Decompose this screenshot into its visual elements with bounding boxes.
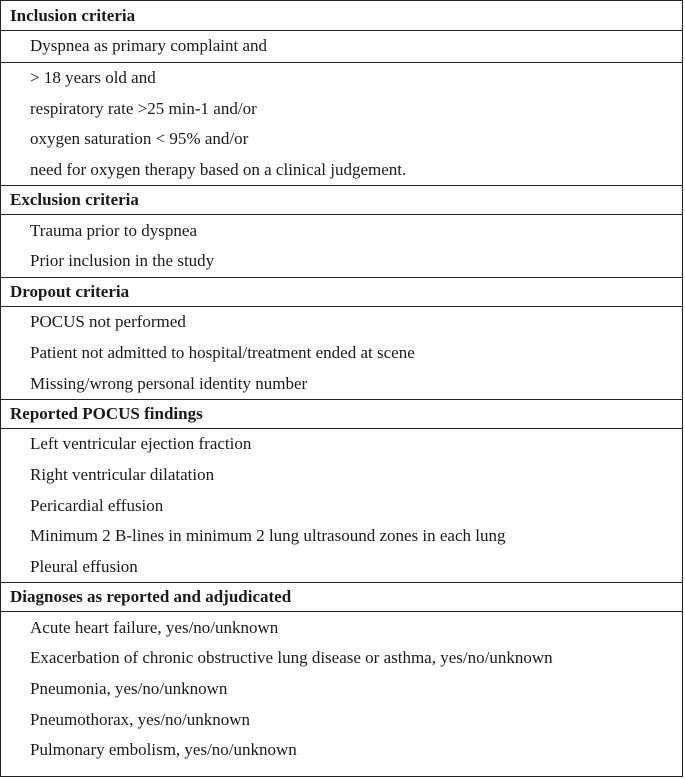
- table-row: Dyspnea as primary complaint and: [30, 36, 267, 56]
- exclusion-group: [1, 215, 682, 276]
- table-row: respiratory rate >25 min-1 and/or: [30, 98, 257, 118]
- table-row: Prior inclusion in the study: [30, 251, 215, 271]
- table-row: > 18 years old and: [30, 68, 156, 88]
- table-row: Pleural effusion: [30, 556, 138, 576]
- diagnoses-group: [1, 612, 682, 765]
- table-row: oxygen saturation < 95% and/or: [30, 129, 249, 149]
- table-row: POCUS not performed: [30, 312, 186, 332]
- inclusion-group-1: [1, 31, 682, 63]
- table-row: Left ventricular ejection fraction: [30, 434, 252, 454]
- table-row: Pneumonia, yes/no/unknown: [30, 679, 228, 699]
- table-row: Missing/wrong personal identity number: [30, 373, 308, 393]
- section-header-dropout: Dropout criteria: [1, 277, 682, 307]
- table-row: need for oxygen therapy based on a clinical judgement.: [30, 160, 407, 180]
- table-row: Trauma prior to dyspnea: [30, 220, 197, 240]
- inclusion-group-2: [1, 63, 682, 186]
- table-row: Patient not admitted to hospital/treatment ended at scene: [30, 342, 415, 362]
- table-row: Exacerbation of chronic obstructive lung disease or asthma, yes/no/unknown: [30, 648, 553, 668]
- section-header-inclusion: Inclusion criteria: [1, 1, 682, 31]
- table-row: Pericardial effusion: [30, 495, 164, 515]
- section-header-diagnoses: Diagnoses as reported and adjudicated: [1, 582, 682, 612]
- table-row: Pneumothorax, yes/no/unknown: [30, 709, 251, 729]
- table-row: Right ventricular dilatation: [30, 464, 215, 484]
- table-row: Pulmonary embolism, yes/no/unknown: [30, 740, 297, 760]
- dropout-group: [1, 307, 682, 399]
- section-header-pocus-findings: Reported POCUS findings: [1, 399, 682, 429]
- table-row: Minimum 2 B-lines in minimum 2 lung ultrasound zones in each lung: [30, 526, 506, 546]
- pocus-findings-group: [1, 429, 682, 582]
- section-header-exclusion: Exclusion criteria: [1, 185, 682, 215]
- table-row: Acute heart failure, yes/no/unknown: [30, 617, 279, 637]
